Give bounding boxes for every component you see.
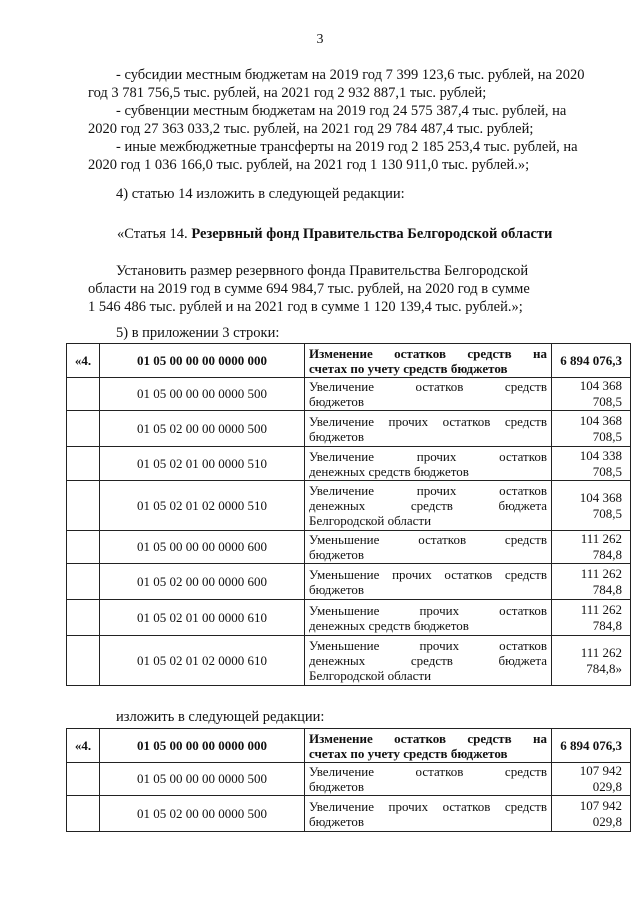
table-row	[67, 729, 631, 763]
description-line	[309, 764, 547, 779]
article-text	[88, 262, 610, 316]
description-word: денежных	[309, 653, 366, 668]
budget-code: 01 05 02 01 00 0000 510	[100, 447, 305, 481]
description-line	[309, 799, 547, 814]
description-line: Белгородской области	[309, 513, 432, 528]
description-line	[309, 498, 547, 513]
table-row	[67, 378, 631, 411]
table-row	[67, 531, 631, 564]
description-word: средств	[504, 532, 547, 547]
row-number	[67, 411, 100, 447]
item-4-text: 4) статью 14 изложить в следующей редакции:	[116, 186, 405, 202]
article-prefix: «Статья 14.	[117, 226, 188, 242]
table-row	[67, 447, 631, 481]
old-rows-table	[66, 343, 631, 686]
description-word: прочих	[419, 638, 460, 653]
row-number	[67, 447, 100, 481]
intro-paragraph	[88, 66, 610, 174]
intro-line: - иные межбюджетные трансферты на 2019 год 2 185 253,4 тыс. рублей, на	[116, 139, 578, 155]
description-word: средств	[410, 653, 453, 668]
description-word: Увеличение	[309, 379, 375, 394]
intro-line: - субсидии местным бюджетам на 2019 год 7 399 123,6 тыс. рублей, на 2020	[116, 67, 585, 83]
description-word: средств	[467, 730, 512, 746]
table-row	[67, 481, 631, 531]
page-number: 3	[316, 32, 324, 47]
description-word: средств	[467, 345, 512, 361]
article-line: 1 546 486 тыс. рублей и на 2021 год в сумме 1 120 139,4 тыс. рублей.»;	[88, 299, 523, 315]
description-word: остатков	[394, 345, 446, 361]
row-amount: 104 338 708,5	[552, 447, 631, 481]
description-word: средств	[504, 566, 547, 582]
description-line	[309, 603, 547, 618]
row-description	[305, 411, 552, 447]
description-word: на	[532, 730, 547, 746]
description-word: прочих	[419, 602, 460, 618]
description-word: денежных	[309, 498, 366, 513]
table-row	[67, 564, 631, 600]
description-line: бюджетов	[309, 547, 365, 562]
description-line	[309, 638, 547, 653]
budget-code: 01 05 02 00 00 0000 600	[100, 564, 305, 600]
description-word: остатков	[499, 602, 547, 618]
row-description	[305, 378, 552, 411]
description-line	[309, 346, 547, 361]
description-word: Увеличение	[309, 448, 375, 464]
row-amount: 107 942 029,8	[552, 796, 631, 832]
budget-code: 01 05 00 00 00 0000 500	[100, 763, 305, 796]
row-description	[305, 600, 552, 636]
description-word: средств	[504, 379, 547, 394]
new-rows-table	[66, 728, 631, 832]
budget-code: 01 05 00 00 00 0000 000	[100, 729, 305, 763]
intro-line: 2020 год 1 036 166,0 тыс. рублей, на 2021 год 1 130 911,0 тыс. рублей.»;	[88, 157, 530, 173]
row-amount: 111 262 784,8	[552, 531, 631, 564]
description-line: счетах по учету средств бюджетов	[309, 360, 508, 376]
description-line	[309, 731, 547, 746]
description-word: Увеличение	[309, 764, 375, 779]
description-word: прочих	[416, 483, 457, 498]
description-word: Уменьшение	[309, 638, 380, 653]
row-amount: 104 368 708,5	[552, 481, 631, 531]
description-word: на	[532, 345, 547, 361]
article-line: Установить размер резервного фонда Правительства Белгородской	[116, 263, 529, 279]
row-description	[305, 447, 552, 481]
table-row	[67, 796, 631, 832]
description-word: Увеличение	[309, 483, 375, 498]
description-line: счетах по учету средств бюджетов	[309, 745, 508, 761]
row-number	[67, 564, 100, 600]
description-line	[309, 567, 547, 582]
intro-line: год 3 781 756,5 тыс. рублей, на 2021 год 2 932 887,1 тыс. рублей;	[88, 85, 487, 101]
row-number	[67, 763, 100, 796]
description-word: остатков	[415, 379, 464, 394]
description-word: остатков	[499, 638, 547, 653]
row-number: «4.	[67, 729, 100, 763]
description-word: прочих	[388, 413, 429, 429]
table-row	[67, 763, 631, 796]
table-row	[67, 600, 631, 636]
description-word: бюджета	[498, 498, 547, 513]
description-line	[309, 483, 547, 498]
description-word: остатков	[442, 798, 491, 814]
description-word: Увеличение	[309, 798, 375, 814]
row-amount: 104 368 708,5	[552, 411, 631, 447]
description-line: бюджетов	[309, 394, 365, 409]
row-number	[67, 378, 100, 411]
row-amount: 111 262 784,8	[552, 600, 631, 636]
replace-caption: изложить в следующей редакции:	[116, 709, 325, 725]
description-line	[309, 414, 547, 429]
description-line: бюджетов	[309, 428, 365, 444]
row-description	[305, 344, 552, 378]
row-description	[305, 796, 552, 832]
budget-code: 01 05 00 00 00 0000 600	[100, 531, 305, 564]
description-word: остатков	[499, 483, 547, 498]
budget-code: 01 05 02 01 02 0000 510	[100, 481, 305, 531]
description-word: бюджета	[498, 653, 547, 668]
description-word: остатков	[394, 730, 446, 746]
description-line	[309, 653, 547, 668]
description-word: Увеличение	[309, 413, 375, 429]
description-line: Белгородской области	[309, 668, 432, 683]
row-number	[67, 600, 100, 636]
description-line: бюджетов	[309, 581, 365, 597]
row-number	[67, 481, 100, 531]
description-word: остатков	[499, 448, 547, 464]
row-number	[67, 636, 100, 686]
description-word: остатков	[415, 764, 464, 779]
row-description	[305, 763, 552, 796]
budget-code: 01 05 02 00 00 0000 500	[100, 796, 305, 832]
article-title: Резервный фонд Правительства Белгородской области	[191, 226, 553, 242]
description-line: бюджетов	[309, 779, 365, 794]
budget-code: 01 05 00 00 00 0000 500	[100, 378, 305, 411]
row-description	[305, 531, 552, 564]
row-description	[305, 729, 552, 763]
budget-code: 01 05 02 01 00 0000 610	[100, 600, 305, 636]
description-word: прочих	[416, 448, 457, 464]
description-word: Уменьшение	[309, 532, 380, 547]
description-line	[309, 449, 547, 464]
description-line: бюджетов	[309, 813, 365, 829]
row-amount: 6 894 076,3	[552, 729, 631, 763]
intro-line: - субвенции местным бюджетам на 2019 год 24 575 387,4 тыс. рублей, на	[116, 103, 567, 119]
description-line	[309, 532, 547, 547]
description-word: Уменьшение	[309, 602, 380, 618]
description-word: прочих	[388, 798, 429, 814]
intro-line: 2020 год 27 363 033,2 тыс. рублей, на 2021 год 29 784 487,4 тыс. рублей;	[88, 121, 534, 137]
description-word: остатков	[418, 532, 467, 547]
description-word: средств	[410, 498, 453, 513]
item-5-text: 5) в приложении 3 строки:	[116, 325, 280, 341]
budget-code: 01 05 00 00 00 0000 000	[100, 344, 305, 378]
description-line	[309, 379, 547, 394]
budget-code: 01 05 02 01 02 0000 610	[100, 636, 305, 686]
table-row	[67, 636, 631, 686]
table-row	[67, 344, 631, 378]
row-description	[305, 636, 552, 686]
description-word: средств	[504, 798, 547, 814]
description-word: средств	[504, 413, 547, 429]
row-number: «4.	[67, 344, 100, 378]
description-word: прочих	[392, 566, 432, 582]
row-description	[305, 481, 552, 531]
row-description	[305, 564, 552, 600]
row-number	[67, 531, 100, 564]
row-amount: 111 262 784,8	[552, 564, 631, 600]
description-line: денежных средств бюджетов	[309, 463, 469, 479]
description-word: остатков	[444, 566, 493, 582]
description-line: денежных средств бюджетов	[309, 617, 469, 633]
row-amount: 6 894 076,3	[552, 344, 631, 378]
article-heading	[117, 226, 552, 243]
description-word: средств	[504, 764, 547, 779]
description-word: Уменьшение	[309, 566, 380, 582]
article-line: области на 2019 год в сумме 694 984,7 тыс. рублей, на 2020 год в сумме	[88, 281, 530, 297]
row-amount: 107 942 029,8	[552, 763, 631, 796]
description-word: остатков	[442, 413, 491, 429]
description-word: Изменение	[309, 345, 373, 361]
budget-code: 01 05 02 00 00 0000 500	[100, 411, 305, 447]
row-amount: 104 368 708,5	[552, 378, 631, 411]
table-row	[67, 411, 631, 447]
row-number	[67, 796, 100, 832]
description-word: Изменение	[309, 730, 373, 746]
row-amount: 111 262 784,8»	[552, 636, 631, 686]
